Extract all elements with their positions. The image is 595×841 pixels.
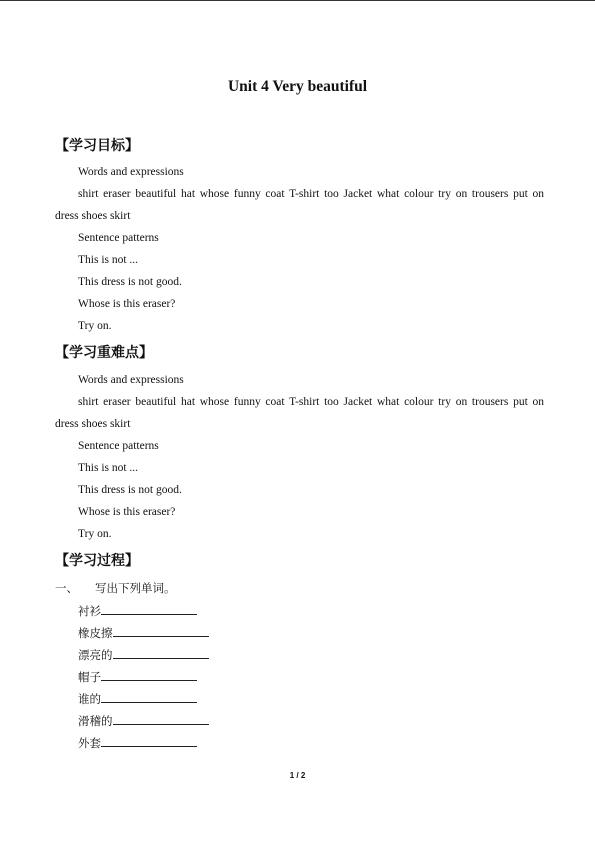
word-blank-item [78,602,197,619]
page-title: Unit 4 Very beautiful [227,78,368,95]
word-prompt: 衬衫 [78,604,101,618]
word-blank-item [78,712,209,729]
page-number: 1 / 2 [289,771,306,780]
word-blank-item [78,624,209,641]
pattern-sentence: Whose is this eraser? [78,298,176,310]
answer-blank[interactable] [101,602,197,615]
words-line-continued: dress shoes skirt [55,210,131,222]
answer-blank[interactable] [101,690,197,703]
answer-blank[interactable] [113,646,209,659]
word-prompt: 漂亮的 [78,648,113,662]
pattern-sentence: Try on. [78,528,112,540]
section-heading-objectives: 【学习目标】 [55,138,139,154]
word-blank-item [78,690,197,707]
pattern-sentence: Try on. [78,320,112,332]
pattern-sentence: This dress is not good. [78,276,182,288]
patterns-label: Sentence patterns [78,440,159,452]
word-blank-item [78,734,197,751]
words-label: Words and expressions [78,166,184,178]
words-line-continued: dress shoes skirt [55,418,131,430]
word-prompt: 帽子 [78,670,101,684]
pattern-sentence: This dress is not good. [78,484,182,496]
word-prompt: 滑稽的 [78,714,113,728]
pattern-sentence: Whose is this eraser? [78,506,176,518]
task-number: 一、 [55,581,78,595]
word-prompt: 橡皮擦 [78,626,113,640]
words-label: Words and expressions [78,374,184,386]
top-rule [0,0,595,1]
section-heading-key-points: 【学习重难点】 [55,345,153,361]
patterns-label: Sentence patterns [78,232,159,244]
pattern-sentence: This is not ... [78,254,139,266]
pattern-sentence: This is not ... [78,462,139,474]
answer-blank[interactable] [113,624,209,637]
words-line: shirt eraser beautiful hat whose funny coat T-shirt too Jacket what colour try on trousers put on [78,396,544,408]
answer-blank[interactable] [113,712,209,725]
answer-blank[interactable] [101,734,197,747]
answer-blank[interactable] [101,668,197,681]
task-instruction [55,580,176,596]
section-heading-process: 【学习过程】 [55,553,139,569]
word-prompt: 谁的 [78,692,101,706]
word-blank-item [78,646,209,663]
task-text: 写出下列单词。 [95,581,176,595]
words-line: shirt eraser beautiful hat whose funny coat T-shirt too Jacket what colour try on trousers put on [78,188,544,200]
word-prompt: 外套 [78,736,101,750]
word-blank-item [78,668,197,685]
